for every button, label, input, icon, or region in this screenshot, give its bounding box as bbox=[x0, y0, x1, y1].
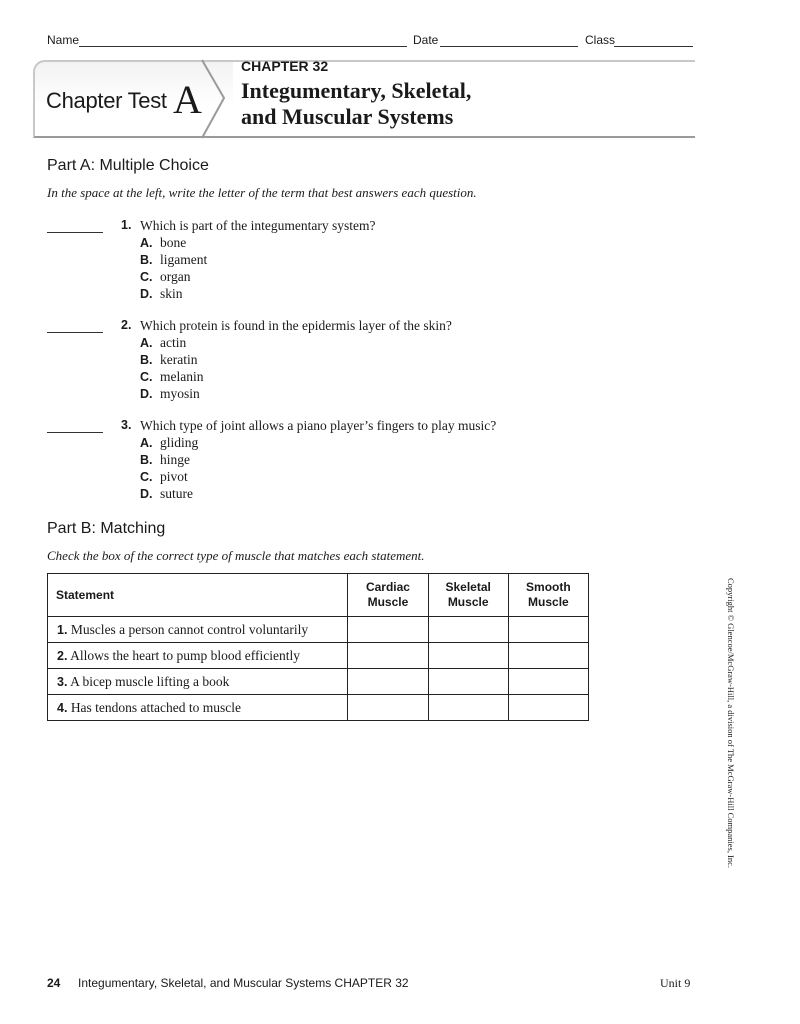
question-stem: Which protein is found in the epidermis layer of the skin? bbox=[140, 318, 452, 333]
chapter-number: CHAPTER 32 bbox=[241, 58, 329, 74]
smooth-checkbox[interactable] bbox=[508, 643, 588, 669]
cardiac-checkbox[interactable] bbox=[348, 643, 428, 669]
cardiac-checkbox[interactable] bbox=[348, 669, 428, 695]
skeletal-header: Skeletal Muscle bbox=[428, 574, 508, 617]
chapter-title-line1: Integumentary, Skeletal, bbox=[241, 78, 472, 103]
option-a: A. gliding bbox=[140, 435, 199, 450]
cardiac-checkbox[interactable] bbox=[348, 695, 428, 721]
part-a-instructions: In the space at the left, write the letter of the term that best answers each question. bbox=[47, 185, 477, 200]
class-field[interactable] bbox=[614, 46, 693, 47]
table-row bbox=[48, 643, 589, 669]
question-1 bbox=[47, 218, 647, 308]
copyright-notice: Copyright © Glencoe/McGraw-Hill, a division of The McGraw-Hill Companies, Inc. bbox=[726, 578, 736, 869]
option-d: D. suture bbox=[140, 486, 193, 501]
answer-blank-2[interactable] bbox=[47, 332, 103, 333]
question-number: 3. bbox=[121, 418, 132, 432]
option-d: D. myosin bbox=[140, 386, 200, 401]
unit-label: Unit 9 bbox=[660, 976, 691, 990]
table-header-row bbox=[48, 574, 589, 617]
skeletal-checkbox[interactable] bbox=[428, 695, 508, 721]
class-label: Class bbox=[585, 33, 616, 47]
table-row bbox=[48, 695, 589, 721]
date-label: Date bbox=[413, 33, 439, 47]
skeletal-checkbox[interactable] bbox=[428, 617, 508, 643]
part-a-heading: Part A: Multiple Choice bbox=[47, 157, 209, 174]
chapter-test-label: Chapter Test bbox=[46, 88, 167, 113]
question-3 bbox=[47, 418, 647, 508]
page-number: 24 bbox=[47, 976, 61, 990]
name-field[interactable] bbox=[79, 46, 407, 47]
part-b-heading: Part B: Matching bbox=[47, 520, 166, 537]
smooth-checkbox[interactable] bbox=[508, 617, 588, 643]
answer-blank-1[interactable] bbox=[47, 232, 103, 233]
statement-cell: 4. Has tendons attached to muscle bbox=[48, 695, 348, 721]
skeletal-checkbox[interactable] bbox=[428, 669, 508, 695]
option-c: C. organ bbox=[140, 269, 191, 284]
table-row bbox=[48, 669, 589, 695]
chapter-title bbox=[241, 78, 471, 130]
cardiac-checkbox[interactable] bbox=[348, 617, 428, 643]
name-label: Name bbox=[47, 33, 80, 47]
option-a: A. bone bbox=[140, 235, 187, 250]
option-a: A. actin bbox=[140, 335, 187, 350]
smooth-checkbox[interactable] bbox=[508, 695, 588, 721]
chapter-title-line2: and Muscular Systems bbox=[241, 104, 454, 129]
question-number: 1. bbox=[121, 218, 132, 232]
question-number: 2. bbox=[121, 318, 132, 332]
footer-text: Integumentary, Skeletal, and Muscular Systems CHAPTER 32 bbox=[78, 976, 409, 990]
option-b: B. hinge bbox=[140, 452, 190, 467]
statement-cell: 3. A bicep muscle lifting a book bbox=[48, 669, 348, 695]
matching-table bbox=[47, 573, 589, 721]
question-stem: Which is part of the integumentary system? bbox=[140, 218, 376, 233]
option-c: C. pivot bbox=[140, 469, 188, 484]
chapter-test-letter: A bbox=[173, 77, 202, 122]
question-stem: Which type of joint allows a piano player’s fingers to play music? bbox=[140, 418, 497, 433]
smooth-checkbox[interactable] bbox=[508, 669, 588, 695]
smooth-header: Smooth Muscle bbox=[508, 574, 588, 617]
statement-cell: 2. Allows the heart to pump blood efficiently bbox=[48, 643, 348, 669]
date-field[interactable] bbox=[440, 46, 578, 47]
statement-header: Statement bbox=[48, 574, 348, 617]
answer-blank-3[interactable] bbox=[47, 432, 103, 433]
table-row bbox=[48, 617, 589, 643]
skeletal-checkbox[interactable] bbox=[428, 643, 508, 669]
option-c: C. melanin bbox=[140, 369, 204, 384]
question-2 bbox=[47, 318, 647, 408]
statement-cell: 1. Muscles a person cannot control voluntarily bbox=[48, 617, 348, 643]
part-b-instructions: Check the box of the correct type of muscle that matches each statement. bbox=[47, 548, 425, 563]
banner-divider bbox=[200, 58, 230, 140]
option-b: B. keratin bbox=[140, 352, 198, 367]
cardiac-header: Cardiac Muscle bbox=[348, 574, 428, 617]
option-b: B. ligament bbox=[140, 252, 208, 267]
option-d: D. skin bbox=[140, 286, 183, 301]
